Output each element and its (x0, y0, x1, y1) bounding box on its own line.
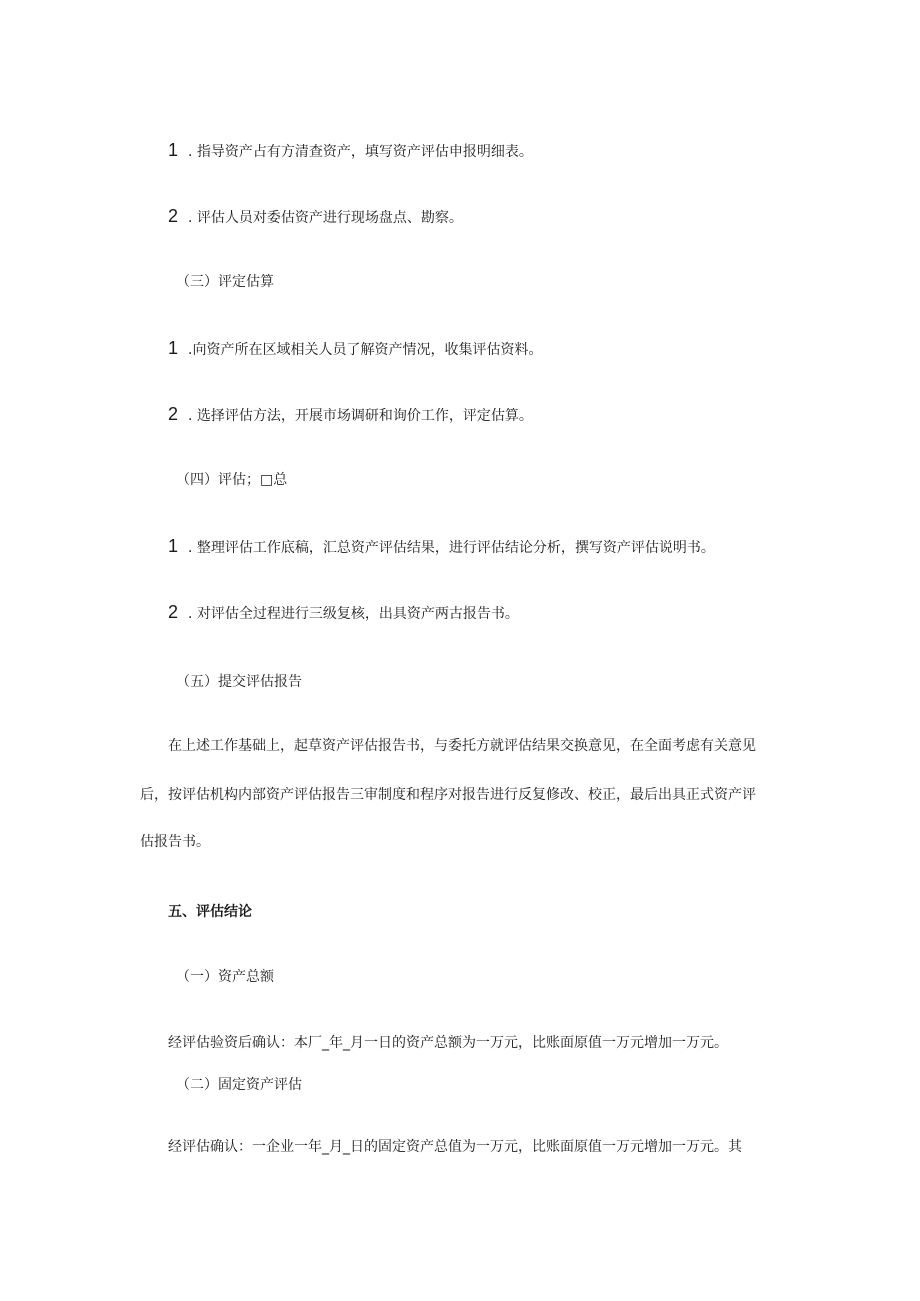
list-item (168, 206, 463, 228)
item-text: . 整理评估工作底稿，汇总资产评估结果，进行评估结论分析，撰写资产评估说明书。 (188, 540, 715, 556)
item-number: 1 (168, 338, 179, 358)
item-text: . 指导资产占有方清查资产，填写资产评估申报明细表。 (188, 144, 533, 160)
item-number: 2 (168, 602, 179, 622)
list-item (168, 140, 533, 162)
subsection-heading: （一）资产总额 (176, 969, 274, 985)
paragraph-line: 后，按评估机构内部资产评估报告三审制度和程序对报告进行反复修改、校正，最后出具正式资产评 (140, 787, 756, 803)
subsection-heading: （五）提交评估报告 (176, 674, 302, 690)
paragraph-line: 估报告书。 (140, 834, 210, 850)
subsection-heading: （二）固定资产评估 (176, 1077, 302, 1093)
body-line: 经评估确认：一企业一年_月_日的固定资产总值为一万元，比账面原值一万元增加一万元。其 (168, 1139, 742, 1155)
section-heading: 五、评估结论 (168, 904, 252, 920)
body-line: 经评估验资后确认：本厂_年_月一日的资产总额为一万元，比账面原值一万元增加一万元。 (168, 1035, 728, 1051)
subsection-heading: （四）评估；□总 (176, 472, 288, 488)
item-number: 1 (168, 536, 179, 556)
item-text: . 评估人员对委估资产进行现场盘点、勘察。 (188, 210, 463, 226)
item-number: 1 (168, 140, 179, 160)
item-text: . 对评估全过程进行三级复核，出具资产两古报告书。 (188, 606, 519, 622)
paragraph-line: 在上述工作基础上，起草资产评估报告书，与委托方就评估结果交换意见，在全面考虑有关意见 (168, 738, 756, 754)
item-number: 2 (168, 206, 179, 226)
subsection-heading: （三）评定估算 (176, 274, 274, 290)
list-item (168, 536, 715, 558)
item-number: 2 (168, 404, 179, 424)
list-item (168, 602, 519, 624)
item-text: .向资产所在区域相关人员了解资产情况，收集评估资料。 (188, 342, 543, 358)
item-text: . 选择评估方法，开展市场调研和询价工作，评定估算。 (188, 408, 533, 424)
list-item (168, 338, 542, 360)
list-item (168, 404, 533, 426)
